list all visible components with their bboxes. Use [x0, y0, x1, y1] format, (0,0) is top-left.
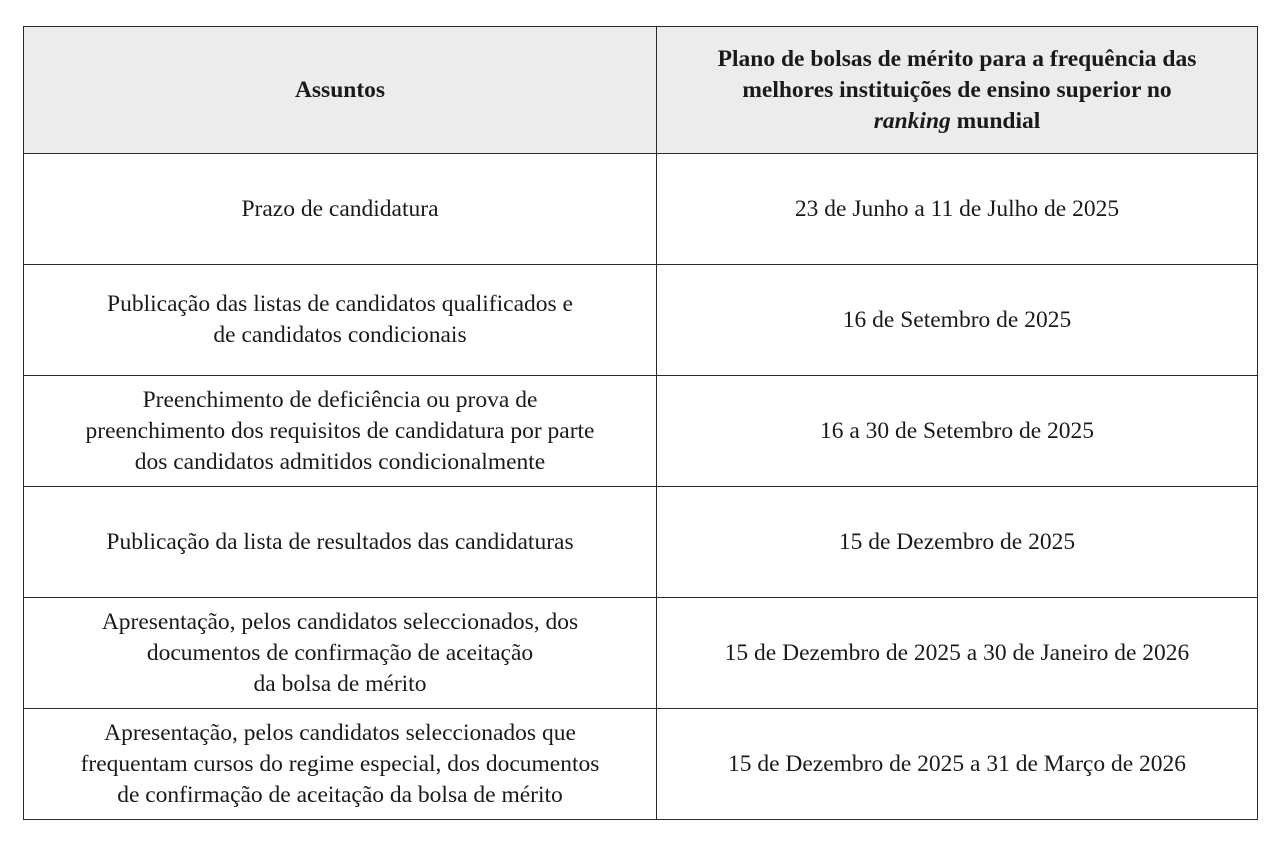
- subject-line: dos candidatos admitidos condicionalmente: [134, 448, 546, 475]
- date-cell: 16 a 30 de Setembro de 2025: [657, 376, 1258, 487]
- subject-cell: [24, 376, 657, 487]
- subject-line: Preenchimento de deficiência ou prova de: [142, 386, 538, 413]
- subject-line: Publicação das listas de candidatos qualificados e: [107, 291, 573, 317]
- subject-cell: [24, 265, 657, 376]
- table-row: [24, 154, 1258, 265]
- subject-line: Publicação da lista de resultados das candidaturas: [106, 528, 574, 555]
- subject-line: frequentam cursos do regime especial, dos documentos: [80, 750, 600, 777]
- header-plan-line-2: melhores instituições de ensino superior no: [742, 76, 1172, 103]
- table-header: [24, 27, 1258, 154]
- date-cell: 15 de Dezembro de 2025 a 31 de Março de 2026: [657, 709, 1258, 820]
- header-plan-ranking: ranking: [873, 107, 951, 134]
- table-row: [24, 265, 1258, 376]
- subject-line: Apresentação, pelos candidatos seleccionados que: [104, 719, 576, 746]
- date-cell: 15 de Dezembro de 2025: [657, 487, 1258, 598]
- table-row: [24, 598, 1258, 709]
- header-plan-world: mundial: [950, 107, 1041, 134]
- header-plan-line-1: Plano de bolsas de mérito para a frequência das: [717, 45, 1197, 72]
- subject-line: de candidatos condicionais: [213, 322, 467, 348]
- header-subjects: Assuntos: [24, 27, 657, 154]
- table-row: [24, 709, 1258, 820]
- subject-cell: [24, 598, 657, 709]
- date-cell: 15 de Dezembro de 2025 a 30 de Janeiro de 2026: [657, 598, 1258, 709]
- table-body: [24, 154, 1258, 820]
- header-plan: [657, 27, 1258, 154]
- date-cell: 23 de Junho a 11 de Julho de 2025: [657, 154, 1258, 265]
- subject-line: Apresentação, pelos candidatos seleccionados, dos: [101, 608, 579, 635]
- table-row: [24, 376, 1258, 487]
- table-row: [24, 487, 1258, 598]
- subject-line: documentos de confirmação de aceitação: [146, 639, 534, 666]
- date-cell: 16 de Setembro de 2025: [657, 265, 1258, 376]
- header-row: [24, 27, 1258, 154]
- subject-cell: [24, 709, 657, 820]
- schedule-table: [23, 26, 1258, 820]
- subject-line: Prazo de candidatura: [241, 195, 439, 222]
- subject-line: preenchimento dos requisitos de candidatura por parte: [85, 417, 595, 444]
- subject-cell: [24, 154, 657, 265]
- subject-line: da bolsa de mérito: [253, 670, 427, 697]
- subject-cell: [24, 487, 657, 598]
- subject-line: de confirmação de aceitação da bolsa de mérito: [117, 781, 563, 808]
- header-plan-line-3: [667, 106, 1247, 137]
